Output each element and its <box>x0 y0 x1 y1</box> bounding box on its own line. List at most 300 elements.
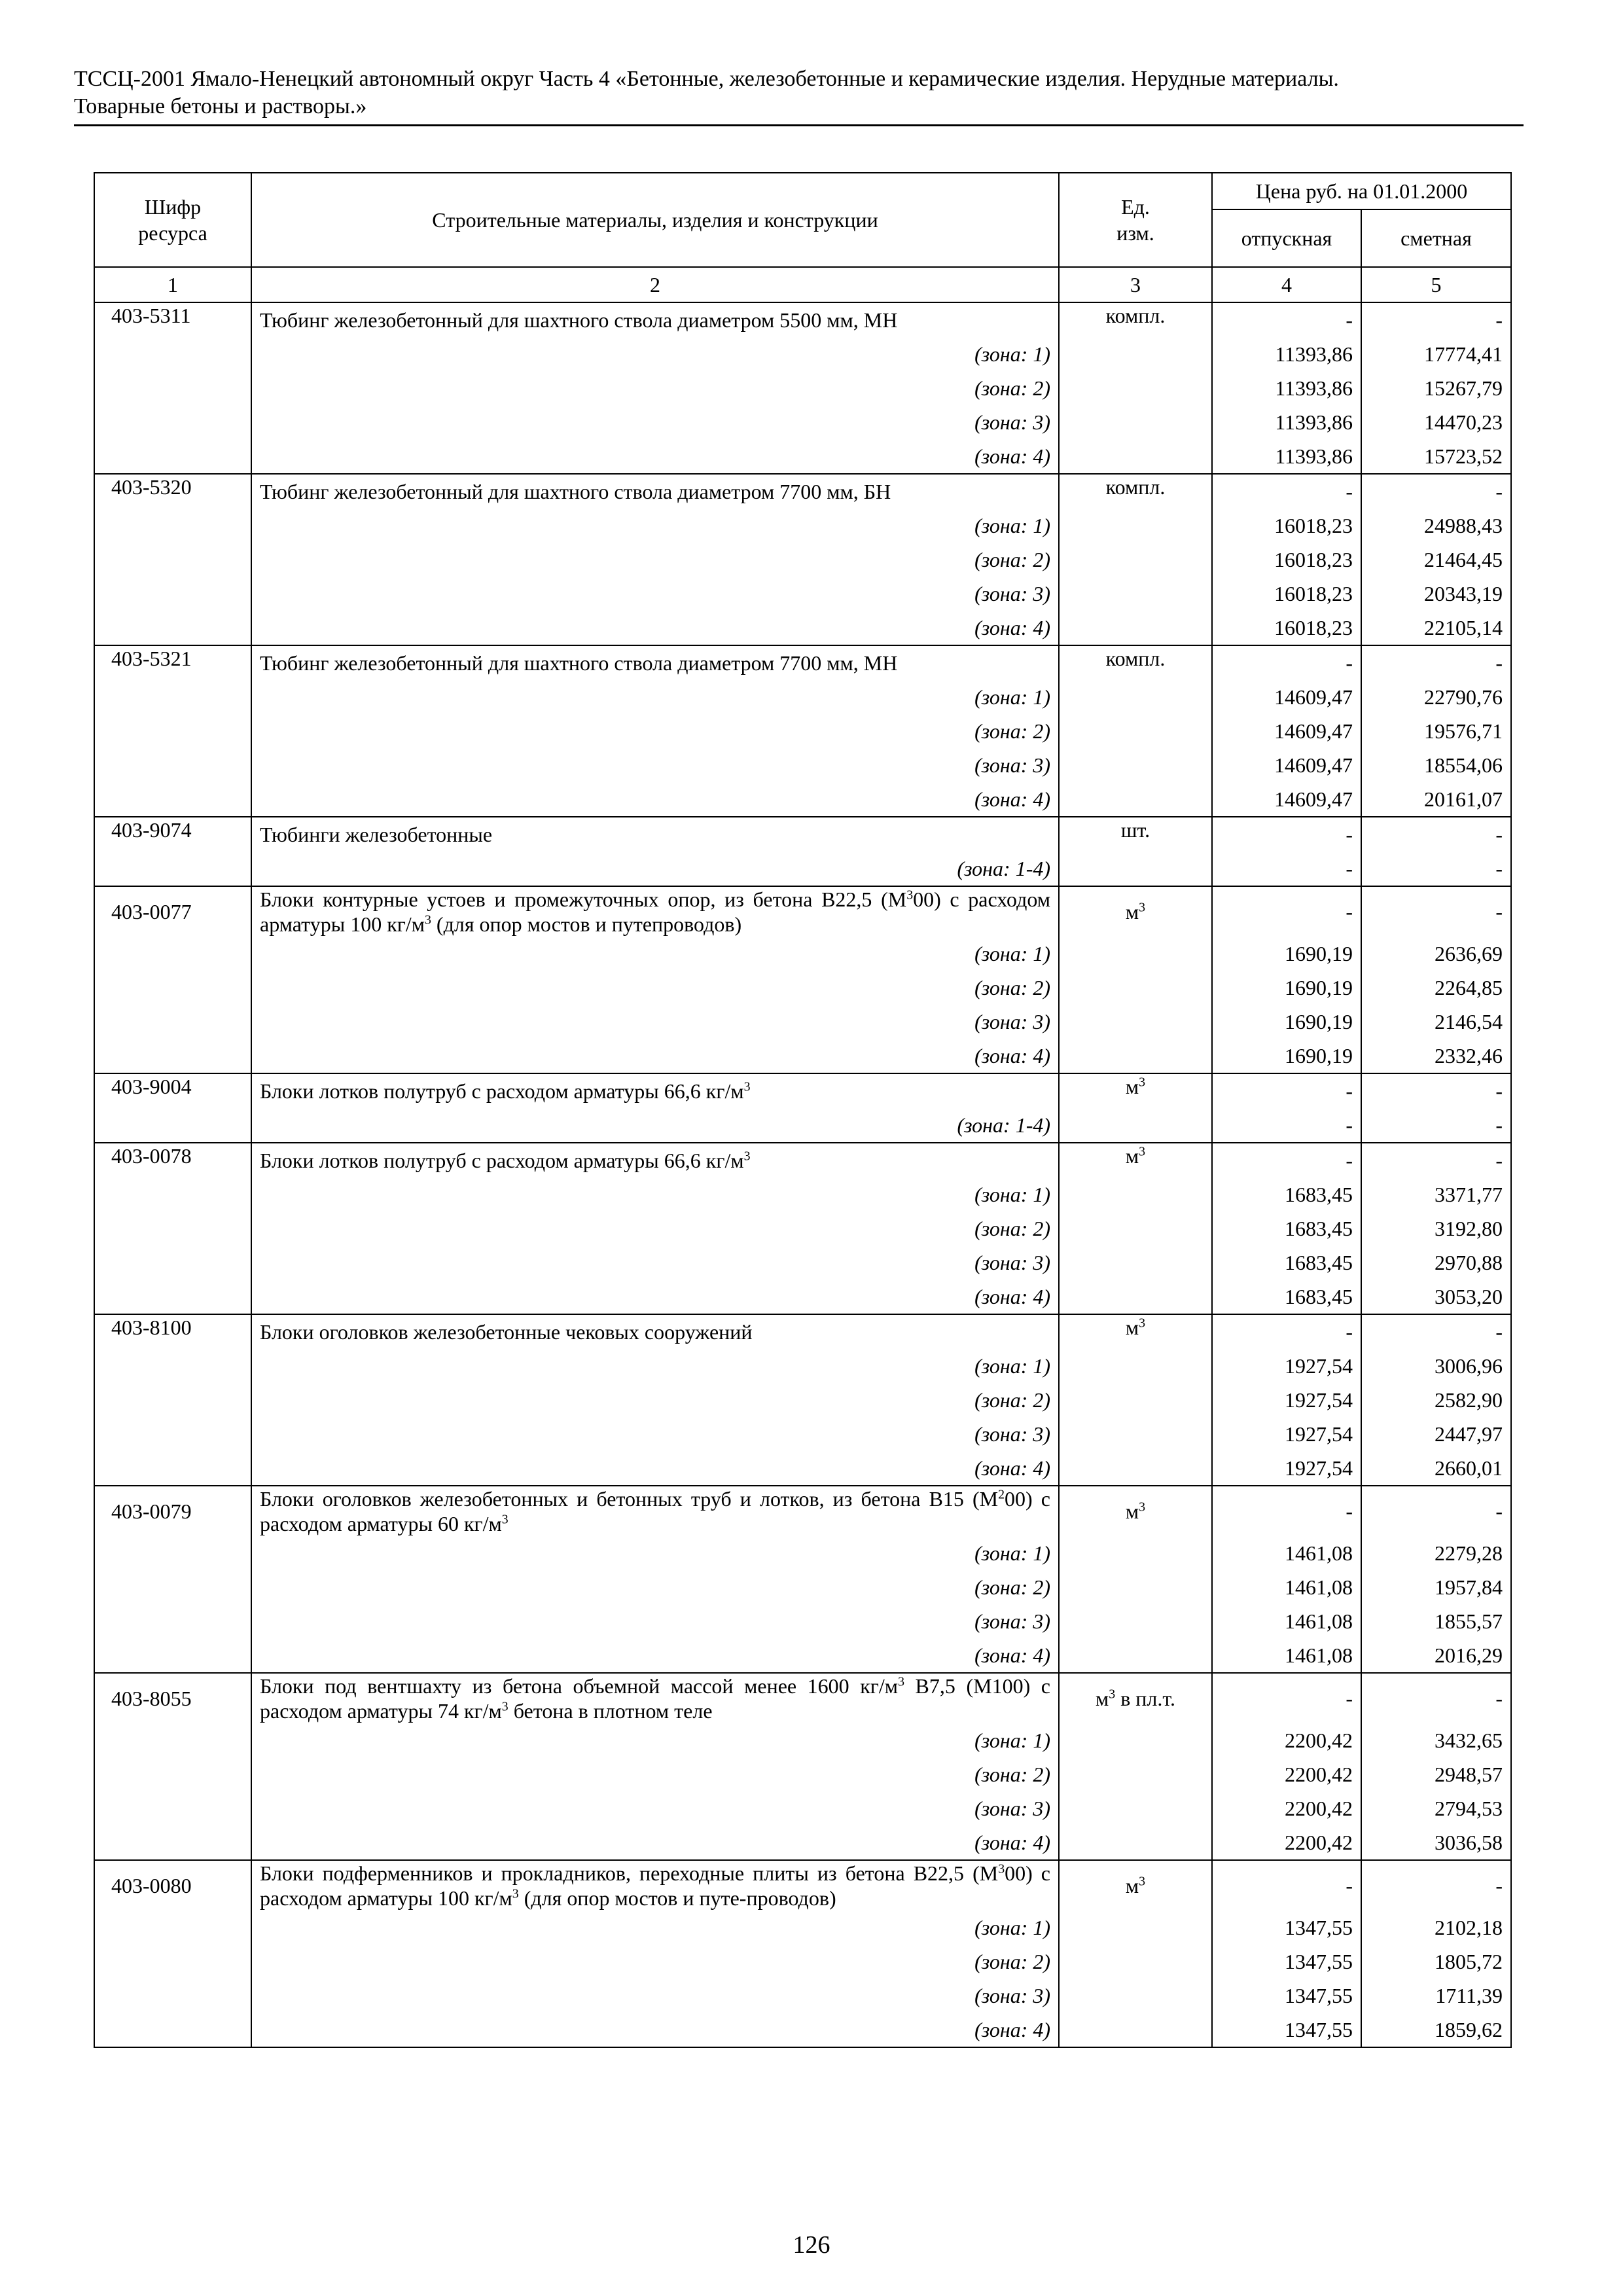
zone-row <box>94 714 1511 748</box>
zone-code-empty <box>94 1570 251 1604</box>
header-name: Строительные материалы, изделия и конструкции <box>251 173 1059 267</box>
zone-label: (зона: 4) <box>251 611 1059 645</box>
zone-unit-empty <box>1059 543 1212 577</box>
table-row <box>94 817 1511 852</box>
zone-release-price: 2200,42 <box>1212 1757 1361 1791</box>
resource-code: 403-5320 <box>94 474 251 509</box>
resource-unit: компл. <box>1059 645 1212 680</box>
zone-unit-empty <box>1059 611 1212 645</box>
zone-estimate-price: 2794,53 <box>1361 1791 1511 1825</box>
table-row <box>94 1073 1511 1108</box>
zone-release-price: 1690,19 <box>1212 1005 1361 1039</box>
zone-code-empty <box>94 1108 251 1143</box>
resource-name: Блоки оголовков железобетонные чековых сооружений <box>251 1314 1059 1349</box>
header-price: Цена руб. на 01.01.2000 <box>1212 173 1511 209</box>
release-price: - <box>1212 817 1361 852</box>
zone-label: (зона: 2) <box>251 1211 1059 1246</box>
resource-code: 403-5321 <box>94 645 251 680</box>
zone-code-empty <box>94 1280 251 1314</box>
zone-estimate-price: 22790,76 <box>1361 680 1511 714</box>
resource-unit: $м^3$ <box>1059 1486 1212 1536</box>
zone-estimate-price: 2264,85 <box>1361 971 1511 1005</box>
zone-code-empty <box>94 1723 251 1757</box>
zone-unit-empty <box>1059 1211 1212 1246</box>
zone-release-price: 2200,42 <box>1212 1825 1361 1860</box>
zone-row <box>94 439 1511 474</box>
zone-label: (зона: 4) <box>251 1451 1059 1486</box>
zone-row <box>94 1723 1511 1757</box>
zone-code-empty <box>94 1349 251 1383</box>
zone-release-price: 1690,19 <box>1212 971 1361 1005</box>
resource-unit: $м^3$ <box>1059 1860 1212 1910</box>
zone-estimate-price: 2970,88 <box>1361 1246 1511 1280</box>
release-price: - <box>1212 886 1361 937</box>
zone-label: (зона: 2) <box>251 1570 1059 1604</box>
zone-unit-empty <box>1059 1979 1212 2013</box>
zone-unit-empty <box>1059 1108 1212 1143</box>
zone-estimate-price: 3006,96 <box>1361 1349 1511 1383</box>
table-row <box>94 1860 1511 1910</box>
zone-label: (зона: 3) <box>251 1604 1059 1638</box>
zone-row <box>94 577 1511 611</box>
zone-row <box>94 543 1511 577</box>
zone-release-price: 16018,23 <box>1212 509 1361 543</box>
zone-code-empty <box>94 971 251 1005</box>
zone-estimate-price: 14470,23 <box>1361 405 1511 439</box>
zone-unit-empty <box>1059 1945 1212 1979</box>
zone-code-empty <box>94 509 251 543</box>
zone-estimate-price: 20161,07 <box>1361 782 1511 817</box>
zone-label: (зона: 3) <box>251 1417 1059 1451</box>
zone-row <box>94 1451 1511 1486</box>
table-row <box>94 1143 1511 1177</box>
resource-unit: компл. <box>1059 474 1212 509</box>
zone-row <box>94 1791 1511 1825</box>
zone-code-empty <box>94 1791 251 1825</box>
zone-row <box>94 1604 1511 1638</box>
zone-row <box>94 1005 1511 1039</box>
zone-estimate-price: 2660,01 <box>1361 1451 1511 1486</box>
zone-unit-empty <box>1059 1005 1212 1039</box>
zone-row <box>94 1979 1511 2013</box>
zone-estimate-price: 3053,20 <box>1361 1280 1511 1314</box>
zone-unit-empty <box>1059 748 1212 782</box>
zone-row <box>94 971 1511 1005</box>
release-price: - <box>1212 1073 1361 1108</box>
zone-estimate-price: 1711,39 <box>1361 1979 1511 2013</box>
zone-release-price: 1927,54 <box>1212 1349 1361 1383</box>
zone-estimate-price: 3371,77 <box>1361 1177 1511 1211</box>
estimate-price: - <box>1361 1860 1511 1910</box>
zone-unit-empty <box>1059 714 1212 748</box>
zone-release-price: 1683,45 <box>1212 1177 1361 1211</box>
zone-release-price: 14609,47 <box>1212 748 1361 782</box>
table-row <box>94 645 1511 680</box>
resource-code: 403-8100 <box>94 1314 251 1349</box>
zone-row <box>94 1570 1511 1604</box>
zone-unit-empty <box>1059 1604 1212 1638</box>
zone-release-price: 1461,08 <box>1212 1604 1361 1638</box>
zone-label: (зона: 3) <box>251 1005 1059 1039</box>
zone-release-price: 1347,55 <box>1212 1945 1361 1979</box>
zone-label: (зона: 1) <box>251 337 1059 371</box>
resource-name: Блоки контурные устоев и промежуточных опор, из бетона В22,5 $(М^300)$ с расходом арматуры 100 $кг/м^3$ (для опор мостов и путепроводов) <box>251 886 1059 937</box>
zone-label: (зона: 4) <box>251 439 1059 474</box>
zone-code-empty <box>94 1979 251 2013</box>
zone-unit-empty <box>1059 577 1212 611</box>
col-number-5: 5 <box>1361 267 1511 302</box>
zone-unit-empty <box>1059 439 1212 474</box>
header-release: отпускная <box>1212 209 1361 267</box>
table-row <box>94 474 1511 509</box>
resource-name: Тюбинги железобетонные <box>251 817 1059 852</box>
zone-release-price: 16018,23 <box>1212 577 1361 611</box>
resource-code: 403-5311 <box>94 302 251 337</box>
estimate-price: - <box>1361 1673 1511 1723</box>
zone-unit-empty <box>1059 1417 1212 1451</box>
zone-release-price: 1347,55 <box>1212 1910 1361 1945</box>
zone-code-empty <box>94 1417 251 1451</box>
zone-unit-empty <box>1059 509 1212 543</box>
zone-row <box>94 1177 1511 1211</box>
zone-label: (зона: 3) <box>251 1979 1059 2013</box>
zone-code-empty <box>94 2013 251 2047</box>
zone-row <box>94 2013 1511 2047</box>
zone-unit-empty <box>1059 371 1212 405</box>
zone-row <box>94 1825 1511 1860</box>
release-price: - <box>1212 1314 1361 1349</box>
zone-estimate-price: 2279,28 <box>1361 1536 1511 1570</box>
zone-estimate-price: 20343,19 <box>1361 577 1511 611</box>
zone-unit-empty <box>1059 1246 1212 1280</box>
zone-estimate-price: 19576,71 <box>1361 714 1511 748</box>
zone-code-empty <box>94 1246 251 1280</box>
zone-estimate-price: 1855,57 <box>1361 1604 1511 1638</box>
zone-label: (зона: 4) <box>251 782 1059 817</box>
zone-label: (зона: 4) <box>251 1638 1059 1673</box>
zone-unit-empty <box>1059 1825 1212 1860</box>
table-row <box>94 1314 1511 1349</box>
zone-label: (зона: 4) <box>251 1039 1059 1073</box>
resource-code: 403-0078 <box>94 1143 251 1177</box>
col-number-4: 4 <box>1212 267 1361 302</box>
resource-name: Блоки под вентшахту из бетона объемной массой менее 1600 $кг/м^3$ В7,5 (М100) с расходом арматуры 74 $кг/м^3$ бетона в плотном теле <box>251 1673 1059 1723</box>
zone-unit-empty <box>1059 1039 1212 1073</box>
zone-code-empty <box>94 1825 251 1860</box>
zone-label: (зона: 4) <box>251 1280 1059 1314</box>
zone-row <box>94 852 1511 886</box>
zone-code-empty <box>94 937 251 971</box>
zone-label: (зона: 2) <box>251 971 1059 1005</box>
zone-release-price: 1927,54 <box>1212 1417 1361 1451</box>
zone-estimate-price: 17774,41 <box>1361 337 1511 371</box>
zone-unit-empty <box>1059 2013 1212 2047</box>
zone-label: (зона: 1) <box>251 1349 1059 1383</box>
zone-unit-empty <box>1059 1383 1212 1417</box>
zone-code-empty <box>94 1536 251 1570</box>
zone-unit-empty <box>1059 1791 1212 1825</box>
resource-unit: $м^3$ <box>1059 1073 1212 1108</box>
price-table-container <box>94 172 1510 2048</box>
estimate-price: - <box>1361 645 1511 680</box>
header-unit-label: Ед. изм. <box>1116 195 1154 245</box>
zone-row <box>94 782 1511 817</box>
zone-code-empty <box>94 1604 251 1638</box>
zone-row <box>94 1757 1511 1791</box>
release-price: - <box>1212 1143 1361 1177</box>
zone-code-empty <box>94 371 251 405</box>
zone-code-empty <box>94 1039 251 1073</box>
zone-label: (зона: 1) <box>251 1536 1059 1570</box>
zone-row <box>94 1108 1511 1143</box>
zone-row <box>94 1280 1511 1314</box>
zone-release-price: 14609,47 <box>1212 680 1361 714</box>
zone-code-empty <box>94 1757 251 1791</box>
estimate-price: - <box>1361 302 1511 337</box>
zone-row <box>94 337 1511 371</box>
zone-row <box>94 371 1511 405</box>
zone-label: (зона: 1) <box>251 680 1059 714</box>
col-number-3: 3 <box>1059 267 1212 302</box>
zone-row <box>94 1417 1511 1451</box>
zone-label: (зона: 1) <box>251 1910 1059 1945</box>
zone-estimate-price: 3192,80 <box>1361 1211 1511 1246</box>
document-header <box>74 65 1524 126</box>
zone-code-empty <box>94 782 251 817</box>
resource-name: Тюбинг железобетонный для шахтного ствола диаметром 7700 мм, МН <box>251 645 1059 680</box>
zone-estimate-price: 15723,52 <box>1361 439 1511 474</box>
zone-unit-empty <box>1059 1536 1212 1570</box>
zone-label: (зона: 1) <box>251 937 1059 971</box>
zone-unit-empty <box>1059 971 1212 1005</box>
zone-code-empty <box>94 1945 251 1979</box>
zone-row <box>94 1383 1511 1417</box>
resource-code: 403-0079 <box>94 1486 251 1536</box>
zone-estimate-price: 24988,43 <box>1361 509 1511 543</box>
zone-release-price: 1690,19 <box>1212 1039 1361 1073</box>
zone-code-empty <box>94 680 251 714</box>
zone-label: (зона: 3) <box>251 405 1059 439</box>
zone-release-price: 1347,55 <box>1212 1979 1361 2013</box>
zone-release-price: 2200,42 <box>1212 1723 1361 1757</box>
resource-unit: $м^3$ <box>1059 886 1212 937</box>
zone-estimate-price: 2102,18 <box>1361 1910 1511 1945</box>
zone-label: (зона: 3) <box>251 577 1059 611</box>
zone-unit-empty <box>1059 1723 1212 1757</box>
resource-unit: $м^3$ <box>1059 1314 1212 1349</box>
resource-code: 403-0077 <box>94 886 251 937</box>
zone-label: (зона: 2) <box>251 1945 1059 1979</box>
release-price: - <box>1212 474 1361 509</box>
zone-label: (зона: 1-4) <box>251 852 1059 886</box>
resource-name: Блоки подферменников и прокладников, переходные плиты из бетона В22,5 $(М^300)$ с расходом арматуры 100 $кг/м^3$ (для опор мостов и путе-проводов) <box>251 1860 1059 1910</box>
zone-label: (зона: 4) <box>251 2013 1059 2047</box>
zone-unit-empty <box>1059 405 1212 439</box>
price-table <box>94 172 1512 2048</box>
zone-estimate-price: 1805,72 <box>1361 1945 1511 1979</box>
zone-unit-empty <box>1059 852 1212 886</box>
zone-label: (зона: 1-4) <box>251 1108 1059 1143</box>
zone-release-price: 1683,45 <box>1212 1211 1361 1246</box>
zone-code-empty <box>94 1451 251 1486</box>
estimate-price: - <box>1361 1486 1511 1536</box>
zone-estimate-price: 22105,14 <box>1361 611 1511 645</box>
zone-row <box>94 1910 1511 1945</box>
zone-code-empty <box>94 852 251 886</box>
zone-estimate-price: 2146,54 <box>1361 1005 1511 1039</box>
zone-row <box>94 1246 1511 1280</box>
zone-unit-empty <box>1059 1177 1212 1211</box>
zone-code-empty <box>94 337 251 371</box>
zone-code-empty <box>94 543 251 577</box>
zone-row <box>94 937 1511 971</box>
table-body <box>94 302 1511 2047</box>
zone-code-empty <box>94 1638 251 1673</box>
zone-row <box>94 1211 1511 1246</box>
zone-release-price: 2200,42 <box>1212 1791 1361 1825</box>
resource-name: Тюбинг железобетонный для шахтного ствола диаметром 7700 мм, БН <box>251 474 1059 509</box>
zone-label: (зона: 1) <box>251 1723 1059 1757</box>
release-price: - <box>1212 1860 1361 1910</box>
zone-unit-empty <box>1059 680 1212 714</box>
resource-name: Блоки лотков полутруб с расходом арматуры 66,6 $кг/м^3$ <box>251 1073 1059 1108</box>
zone-row <box>94 680 1511 714</box>
table-row <box>94 1673 1511 1723</box>
header-unit <box>1059 173 1212 267</box>
zone-label: (зона: 3) <box>251 1246 1059 1280</box>
resource-name: Блоки оголовков железобетонных и бетонных труб и лотков, из бетона В15 $(М^200)$ с расходом арматуры 60 $кг/м^3$ <box>251 1486 1059 1536</box>
zone-unit-empty <box>1059 937 1212 971</box>
zone-label: (зона: 2) <box>251 543 1059 577</box>
zone-row <box>94 611 1511 645</box>
zone-release-price: 11393,86 <box>1212 439 1361 474</box>
estimate-price: - <box>1361 886 1511 937</box>
header-estimate: сметная <box>1361 209 1511 267</box>
zone-release-price: 1683,45 <box>1212 1280 1361 1314</box>
resource-unit: шт. <box>1059 817 1212 852</box>
estimate-price: - <box>1361 474 1511 509</box>
zone-estimate-price: 3036,58 <box>1361 1825 1511 1860</box>
zone-label: (зона: 1) <box>251 1177 1059 1211</box>
zone-release-price: 11393,86 <box>1212 337 1361 371</box>
zone-label: (зона: 2) <box>251 371 1059 405</box>
table-row <box>94 886 1511 937</box>
zone-unit-empty <box>1059 1280 1212 1314</box>
zone-code-empty <box>94 1005 251 1039</box>
zone-estimate-price: - <box>1361 1108 1511 1143</box>
zone-estimate-price: 2948,57 <box>1361 1757 1511 1791</box>
zone-estimate-price: 18554,06 <box>1361 748 1511 782</box>
zone-label: (зона: 2) <box>251 714 1059 748</box>
zone-label: (зона: 1) <box>251 509 1059 543</box>
zone-estimate-price: 1859,62 <box>1361 2013 1511 2047</box>
zone-row <box>94 1638 1511 1673</box>
zone-unit-empty <box>1059 782 1212 817</box>
zone-code-empty <box>94 714 251 748</box>
zone-release-price: 16018,23 <box>1212 611 1361 645</box>
zone-estimate-price: 2636,69 <box>1361 937 1511 971</box>
zone-code-empty <box>94 1383 251 1417</box>
zone-unit-empty <box>1059 1349 1212 1383</box>
resource-unit: $м^3$ <box>1059 1143 1212 1177</box>
zone-row <box>94 1349 1511 1383</box>
resource-unit: $м^3$ в пл.т. <box>1059 1673 1212 1723</box>
zone-release-price: 11393,86 <box>1212 405 1361 439</box>
zone-release-price: 14609,47 <box>1212 782 1361 817</box>
zone-release-price: 1927,54 <box>1212 1451 1361 1486</box>
release-price: - <box>1212 645 1361 680</box>
table-row <box>94 302 1511 337</box>
resource-unit: компл. <box>1059 302 1212 337</box>
zone-row <box>94 405 1511 439</box>
zone-unit-empty <box>1059 1570 1212 1604</box>
zone-release-price: 1347,55 <box>1212 2013 1361 2047</box>
release-price: - <box>1212 1486 1361 1536</box>
zone-code-empty <box>94 1211 251 1246</box>
zone-release-price: 11393,86 <box>1212 371 1361 405</box>
resource-code: 403-9004 <box>94 1073 251 1108</box>
zone-label: (зона: 2) <box>251 1757 1059 1791</box>
zone-release-price: 1690,19 <box>1212 937 1361 971</box>
resource-name: Тюбинг железобетонный для шахтного ствола диаметром 5500 мм, МН <box>251 302 1059 337</box>
zone-estimate-price: 2332,46 <box>1361 1039 1511 1073</box>
zone-release-price: - <box>1212 1108 1361 1143</box>
zone-unit-empty <box>1059 1910 1212 1945</box>
zone-code-empty <box>94 577 251 611</box>
page-number: 126 <box>793 2231 830 2259</box>
zone-release-price: 1683,45 <box>1212 1246 1361 1280</box>
zone-code-empty <box>94 1910 251 1945</box>
zone-estimate-price: - <box>1361 852 1511 886</box>
zone-release-price: 1927,54 <box>1212 1383 1361 1417</box>
zone-label: (зона: 3) <box>251 1791 1059 1825</box>
estimate-price: - <box>1361 817 1511 852</box>
zone-estimate-price: 15267,79 <box>1361 371 1511 405</box>
zone-release-price: 1461,08 <box>1212 1570 1361 1604</box>
release-price: - <box>1212 302 1361 337</box>
zone-estimate-price: 2447,97 <box>1361 1417 1511 1451</box>
zone-row <box>94 509 1511 543</box>
zone-label: (зона: 3) <box>251 748 1059 782</box>
zone-row <box>94 1039 1511 1073</box>
zone-release-price: 14609,47 <box>1212 714 1361 748</box>
zone-unit-empty <box>1059 1638 1212 1673</box>
zone-estimate-price: 3432,65 <box>1361 1723 1511 1757</box>
header-line-1: ТССЦ-2001 Ямало-Ненецкий автономный округ Часть 4 «Бетонные, железобетонные и керамические изделия. Нерудные материалы. <box>74 67 1339 91</box>
header-code <box>94 173 251 267</box>
resource-code: 403-9074 <box>94 817 251 852</box>
zone-release-price: 16018,23 <box>1212 543 1361 577</box>
zone-unit-empty <box>1059 1757 1212 1791</box>
zone-release-price: 1461,08 <box>1212 1638 1361 1673</box>
resource-code: 403-0080 <box>94 1860 251 1910</box>
col-number-1: 1 <box>94 267 251 302</box>
estimate-price: - <box>1361 1314 1511 1349</box>
zone-estimate-price: 2016,29 <box>1361 1638 1511 1673</box>
estimate-price: - <box>1361 1073 1511 1108</box>
zone-estimate-price: 2582,90 <box>1361 1383 1511 1417</box>
zone-label: (зона: 2) <box>251 1383 1059 1417</box>
table-row <box>94 1486 1511 1536</box>
zone-estimate-price: 1957,84 <box>1361 1570 1511 1604</box>
col-number-2: 2 <box>251 267 1059 302</box>
zone-code-empty <box>94 748 251 782</box>
header-code-label: Шифр ресурса <box>138 195 207 245</box>
zone-row <box>94 1945 1511 1979</box>
zone-code-empty <box>94 1177 251 1211</box>
resource-code: 403-8055 <box>94 1673 251 1723</box>
zone-estimate-price: 21464,45 <box>1361 543 1511 577</box>
